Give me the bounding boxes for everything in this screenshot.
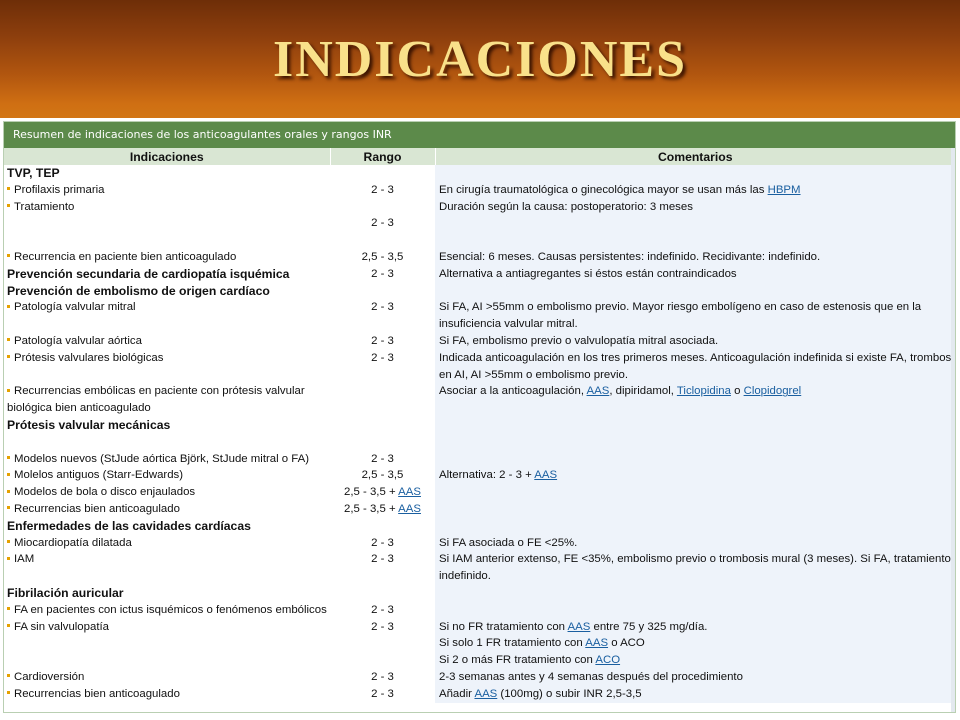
- indication-text: Prevención de embolismo de origen cardíaco: [7, 283, 270, 298]
- comment-text: 2-3 semanas antes y 4 semanas después del procedimiento: [439, 670, 743, 683]
- indications-table: [4, 148, 955, 703]
- indication-text: Patología valvular mitral: [14, 301, 136, 314]
- comment-text: Duración según la causa: postoperatorio: 3 meses: [439, 200, 693, 213]
- indication-cell: [4, 333, 330, 350]
- comment-text: Si FA, embolismo previo o valvulopatía mitral asociada.: [439, 334, 719, 347]
- range-value: 2 - 3: [371, 334, 394, 347]
- comment-cell: [435, 199, 955, 233]
- indication-cell: [4, 619, 330, 669]
- comment-cell: [435, 484, 955, 501]
- range-value: 2,5 - 3,5: [361, 250, 404, 263]
- table-row: [4, 484, 955, 501]
- table-row: [4, 350, 955, 384]
- range-cell: [330, 619, 435, 669]
- comment-cell: [435, 165, 955, 182]
- indication-text: Modelos de bola o disco enjaulados: [14, 486, 196, 499]
- range-cell: [330, 283, 435, 300]
- indication-text: Miocardiopatía dilatada: [14, 536, 132, 549]
- indication-cell: [4, 551, 330, 585]
- indication-cell: [4, 434, 330, 468]
- comment-text: , dipiridamol,: [609, 385, 677, 398]
- column-header-indicaciones: Indicaciones: [4, 148, 330, 165]
- table-row: [4, 619, 955, 669]
- indication-text: Recurrencias bien anticoagulado: [14, 687, 180, 700]
- indications-table-panel: [3, 121, 956, 713]
- bullet-icon: [7, 187, 10, 190]
- indication-text: Prótesis valvulares biológicas: [14, 351, 164, 364]
- range-cell: [330, 484, 435, 501]
- comment-cell: [435, 283, 955, 300]
- indication-cell: [4, 165, 330, 182]
- comment-text: Si IAM anterior extenso, FE <35%, embolismo previo o trombosis mural (3 meses). Si FA, tratamiento indefinido.: [439, 553, 951, 583]
- range-cell: [330, 535, 435, 552]
- indication-text: Prevención secundaria de cardiopatía isquémica: [7, 266, 290, 281]
- range-value: 2 - 3: [371, 301, 394, 314]
- range-cell: [330, 232, 435, 266]
- indication-text: TVP, TEP: [7, 166, 60, 180]
- section-row: [4, 283, 955, 300]
- comment-text: o: [730, 385, 744, 398]
- table-row: [4, 535, 955, 552]
- range-cell: [330, 686, 435, 703]
- section-row: [4, 518, 955, 535]
- indication-text: Cardioversión: [14, 670, 85, 683]
- table-row: [4, 232, 955, 266]
- indication-cell: [4, 518, 330, 535]
- indication-text: Tratamiento: [14, 200, 75, 213]
- table-row: [4, 467, 955, 484]
- indication-cell: [4, 467, 330, 484]
- table-row: [4, 434, 955, 468]
- drug-link[interactable]: HBPM: [767, 183, 801, 196]
- indication-text: Enfermedades de las cavidades cardíacas: [7, 518, 251, 533]
- drug-link[interactable]: AAS: [398, 502, 421, 515]
- bullet-icon: [7, 490, 10, 493]
- indication-text: IAM: [14, 553, 35, 566]
- comment-cell: [435, 299, 955, 333]
- table-row: [4, 333, 955, 350]
- section-row: [4, 417, 955, 434]
- indication-cell: [4, 484, 330, 501]
- range-cell: [330, 669, 435, 686]
- comment-text: Indicada anticoagulación en los tres primeros meses. Anticoagulación indefinida si existe FA, trombos en AI, AI >55mm o embolismo previo.: [439, 351, 952, 381]
- comment-cell: [435, 535, 955, 552]
- comment-text: Si FA, AI >55mm o embolismo previo. Mayor riesgo embolígeno en caso de estenosis que en la insuficiencia valvular mitral.: [439, 301, 922, 331]
- slide-title: INDICACIONES: [272, 31, 688, 88]
- bullet-icon: [7, 456, 10, 459]
- indication-cell: [4, 669, 330, 686]
- section-row: [4, 266, 955, 283]
- drug-link[interactable]: AAS: [398, 486, 421, 499]
- indication-cell: [4, 686, 330, 703]
- range-cell: [330, 383, 435, 417]
- comment-cell: [435, 333, 955, 350]
- comment-cell: [435, 619, 955, 669]
- range-cell: [330, 333, 435, 350]
- range-cell: [330, 165, 435, 182]
- range-value: 2 - 3: [371, 620, 394, 633]
- indication-cell: [4, 535, 330, 552]
- table-row: [4, 686, 955, 703]
- comment-text: Si FA asociada o FE <25%.: [439, 536, 578, 549]
- indication-text: Profilaxis primaria: [14, 183, 105, 196]
- drug-link[interactable]: Clopidogrel: [743, 385, 802, 398]
- indication-cell: [4, 602, 330, 619]
- comment-text: (100mg) o subir INR 2,5-3,5: [497, 687, 642, 700]
- range-cell: [330, 182, 435, 199]
- range-cell: [330, 467, 435, 484]
- range-value: 2 - 3: [371, 536, 394, 549]
- indication-text: Fibrilación auricular: [7, 585, 124, 600]
- comment-cell: [435, 232, 955, 266]
- indication-cell: [4, 266, 330, 283]
- title-banner: [0, 0, 960, 118]
- drug-link[interactable]: AAS: [474, 687, 498, 700]
- column-header-comentarios: Comentarios: [435, 148, 955, 165]
- comment-cell: [435, 686, 955, 703]
- section-row: [4, 165, 955, 182]
- range-cell: [330, 350, 435, 384]
- table-row: [4, 182, 955, 199]
- range-value: 2 - 3: [371, 452, 394, 465]
- comment-cell: [435, 383, 955, 417]
- range-value: 2 - 3: [371, 267, 394, 280]
- bullet-icon: [7, 355, 10, 358]
- bullet-icon: [7, 557, 10, 560]
- indication-text: Modelos nuevos (StJude aórtica Björk, StJude mitral o FA): [14, 452, 310, 465]
- panel-title: Resumen de indicaciones de los anticoagulantes orales y rangos INR: [4, 122, 955, 148]
- comment-cell: [435, 182, 955, 199]
- indication-text: Prótesis valvular mecánicas: [7, 417, 171, 432]
- drug-link[interactable]: AAS: [585, 637, 609, 650]
- bullet-icon: [7, 473, 10, 476]
- indication-cell: [4, 199, 330, 233]
- range-value: 2 - 3: [371, 183, 394, 196]
- indication-cell: [4, 585, 330, 602]
- bullet-icon: [7, 338, 10, 341]
- table-header-row: [4, 148, 955, 165]
- table-row: [4, 299, 955, 333]
- range-value: 2 - 3: [371, 553, 394, 566]
- indication-text: FA sin valvulopatía: [14, 620, 109, 633]
- range-value: 2,5 - 3,5: [361, 469, 404, 482]
- bullet-icon: [7, 305, 10, 308]
- range-value: 2 - 3: [371, 603, 394, 616]
- range-value: 2,5 - 3,5 +: [344, 486, 399, 499]
- indication-cell: [4, 501, 330, 518]
- drug-link[interactable]: ACO: [595, 654, 621, 667]
- table-row: [4, 669, 955, 686]
- range-cell: [330, 585, 435, 602]
- table-row: [4, 383, 955, 417]
- indication-text: Recurrencias embólicas en paciente con prótesis valvular biológica bien anticoagulado: [7, 385, 305, 415]
- range-cell: [330, 266, 435, 283]
- comment-text: Si no FR tratamiento con: [439, 620, 568, 633]
- drug-link[interactable]: AAS: [567, 620, 591, 633]
- range-cell: [330, 518, 435, 535]
- range-cell: [330, 299, 435, 333]
- bullet-icon: [7, 506, 10, 509]
- indication-cell: [4, 182, 330, 199]
- range-cell: [330, 602, 435, 619]
- bullet-icon: [7, 691, 10, 694]
- comment-text: entre 75 y 325 mg/día.: [590, 620, 708, 633]
- range-cell: [330, 501, 435, 518]
- indication-text: Patología valvular aórtica: [14, 334, 142, 347]
- indication-text: Molelos antiguos (Starr-Edwards): [14, 469, 184, 482]
- comment-cell: [435, 467, 955, 484]
- indication-cell: [4, 299, 330, 333]
- drug-link[interactable]: Ticlopidina: [676, 385, 731, 398]
- indication-text: Recurrencias bien anticoagulado: [14, 502, 180, 515]
- range-value: 2 - 3: [371, 687, 394, 700]
- table-row: [4, 501, 955, 518]
- scrollbar[interactable]: [951, 148, 955, 712]
- comment-text: Alternativa a antiagregantes si éstos están contraindicados: [439, 267, 737, 280]
- table-row: [4, 199, 955, 233]
- bullet-icon: [7, 389, 10, 392]
- bullet-icon: [7, 607, 10, 610]
- bullet-icon: [7, 254, 10, 257]
- range-cell: [330, 434, 435, 468]
- comment-text: Añadir: [439, 687, 475, 700]
- section-row: [4, 585, 955, 602]
- range-value: 2 - 3: [371, 351, 394, 364]
- indication-cell: [4, 283, 330, 300]
- comment-text: o ACO: [608, 637, 645, 650]
- column-header-rango: Rango: [330, 148, 435, 165]
- comment-cell: [435, 350, 955, 384]
- comment-cell: [435, 417, 955, 434]
- drug-link[interactable]: AAS: [534, 469, 558, 482]
- indication-cell: [4, 417, 330, 434]
- comment-cell: [435, 669, 955, 686]
- indication-cell: [4, 232, 330, 266]
- comment-cell: [435, 518, 955, 535]
- range-cell: [330, 551, 435, 585]
- comment-cell: [435, 266, 955, 283]
- indication-text: FA en pacientes con ictus isquémicos o fenómenos embólicos: [14, 603, 327, 616]
- comment-text: Si solo 1 FR tratamiento con: [439, 637, 586, 650]
- range-value: 2 - 3: [371, 670, 394, 683]
- comment-cell: [435, 585, 955, 602]
- comment-text: En cirugía traumatológica o ginecológica mayor se usan más las: [439, 183, 768, 196]
- bullet-icon: [7, 540, 10, 543]
- range-cell: [330, 417, 435, 434]
- comment-text: Alternativa: 2 - 3 +: [439, 469, 535, 482]
- range-value: 2 - 3: [371, 217, 394, 230]
- comment-text: Si 2 o más FR tratamiento con: [439, 654, 596, 667]
- bullet-icon: [7, 624, 10, 627]
- bullet-icon: [7, 204, 10, 207]
- table-row: [4, 551, 955, 585]
- comment-cell: [435, 501, 955, 518]
- table-body: [4, 165, 955, 703]
- comment-text: Esencial: 6 meses. Causas persistentes: indefinido. Recidivante: indefinido.: [439, 250, 821, 263]
- indication-cell: [4, 350, 330, 384]
- table-row: [4, 602, 955, 619]
- comment-cell: [435, 602, 955, 619]
- drug-link[interactable]: AAS: [586, 385, 610, 398]
- indication-text: Recurrencia en paciente bien anticoagulado: [14, 250, 237, 263]
- range-value: 2,5 - 3,5 +: [344, 502, 399, 515]
- indication-cell: [4, 383, 330, 417]
- bullet-icon: [7, 674, 10, 677]
- comment-text: Asociar a la anticoagulación,: [439, 385, 587, 398]
- comment-cell: [435, 551, 955, 585]
- comment-cell: [435, 434, 955, 468]
- range-cell: [330, 199, 435, 233]
